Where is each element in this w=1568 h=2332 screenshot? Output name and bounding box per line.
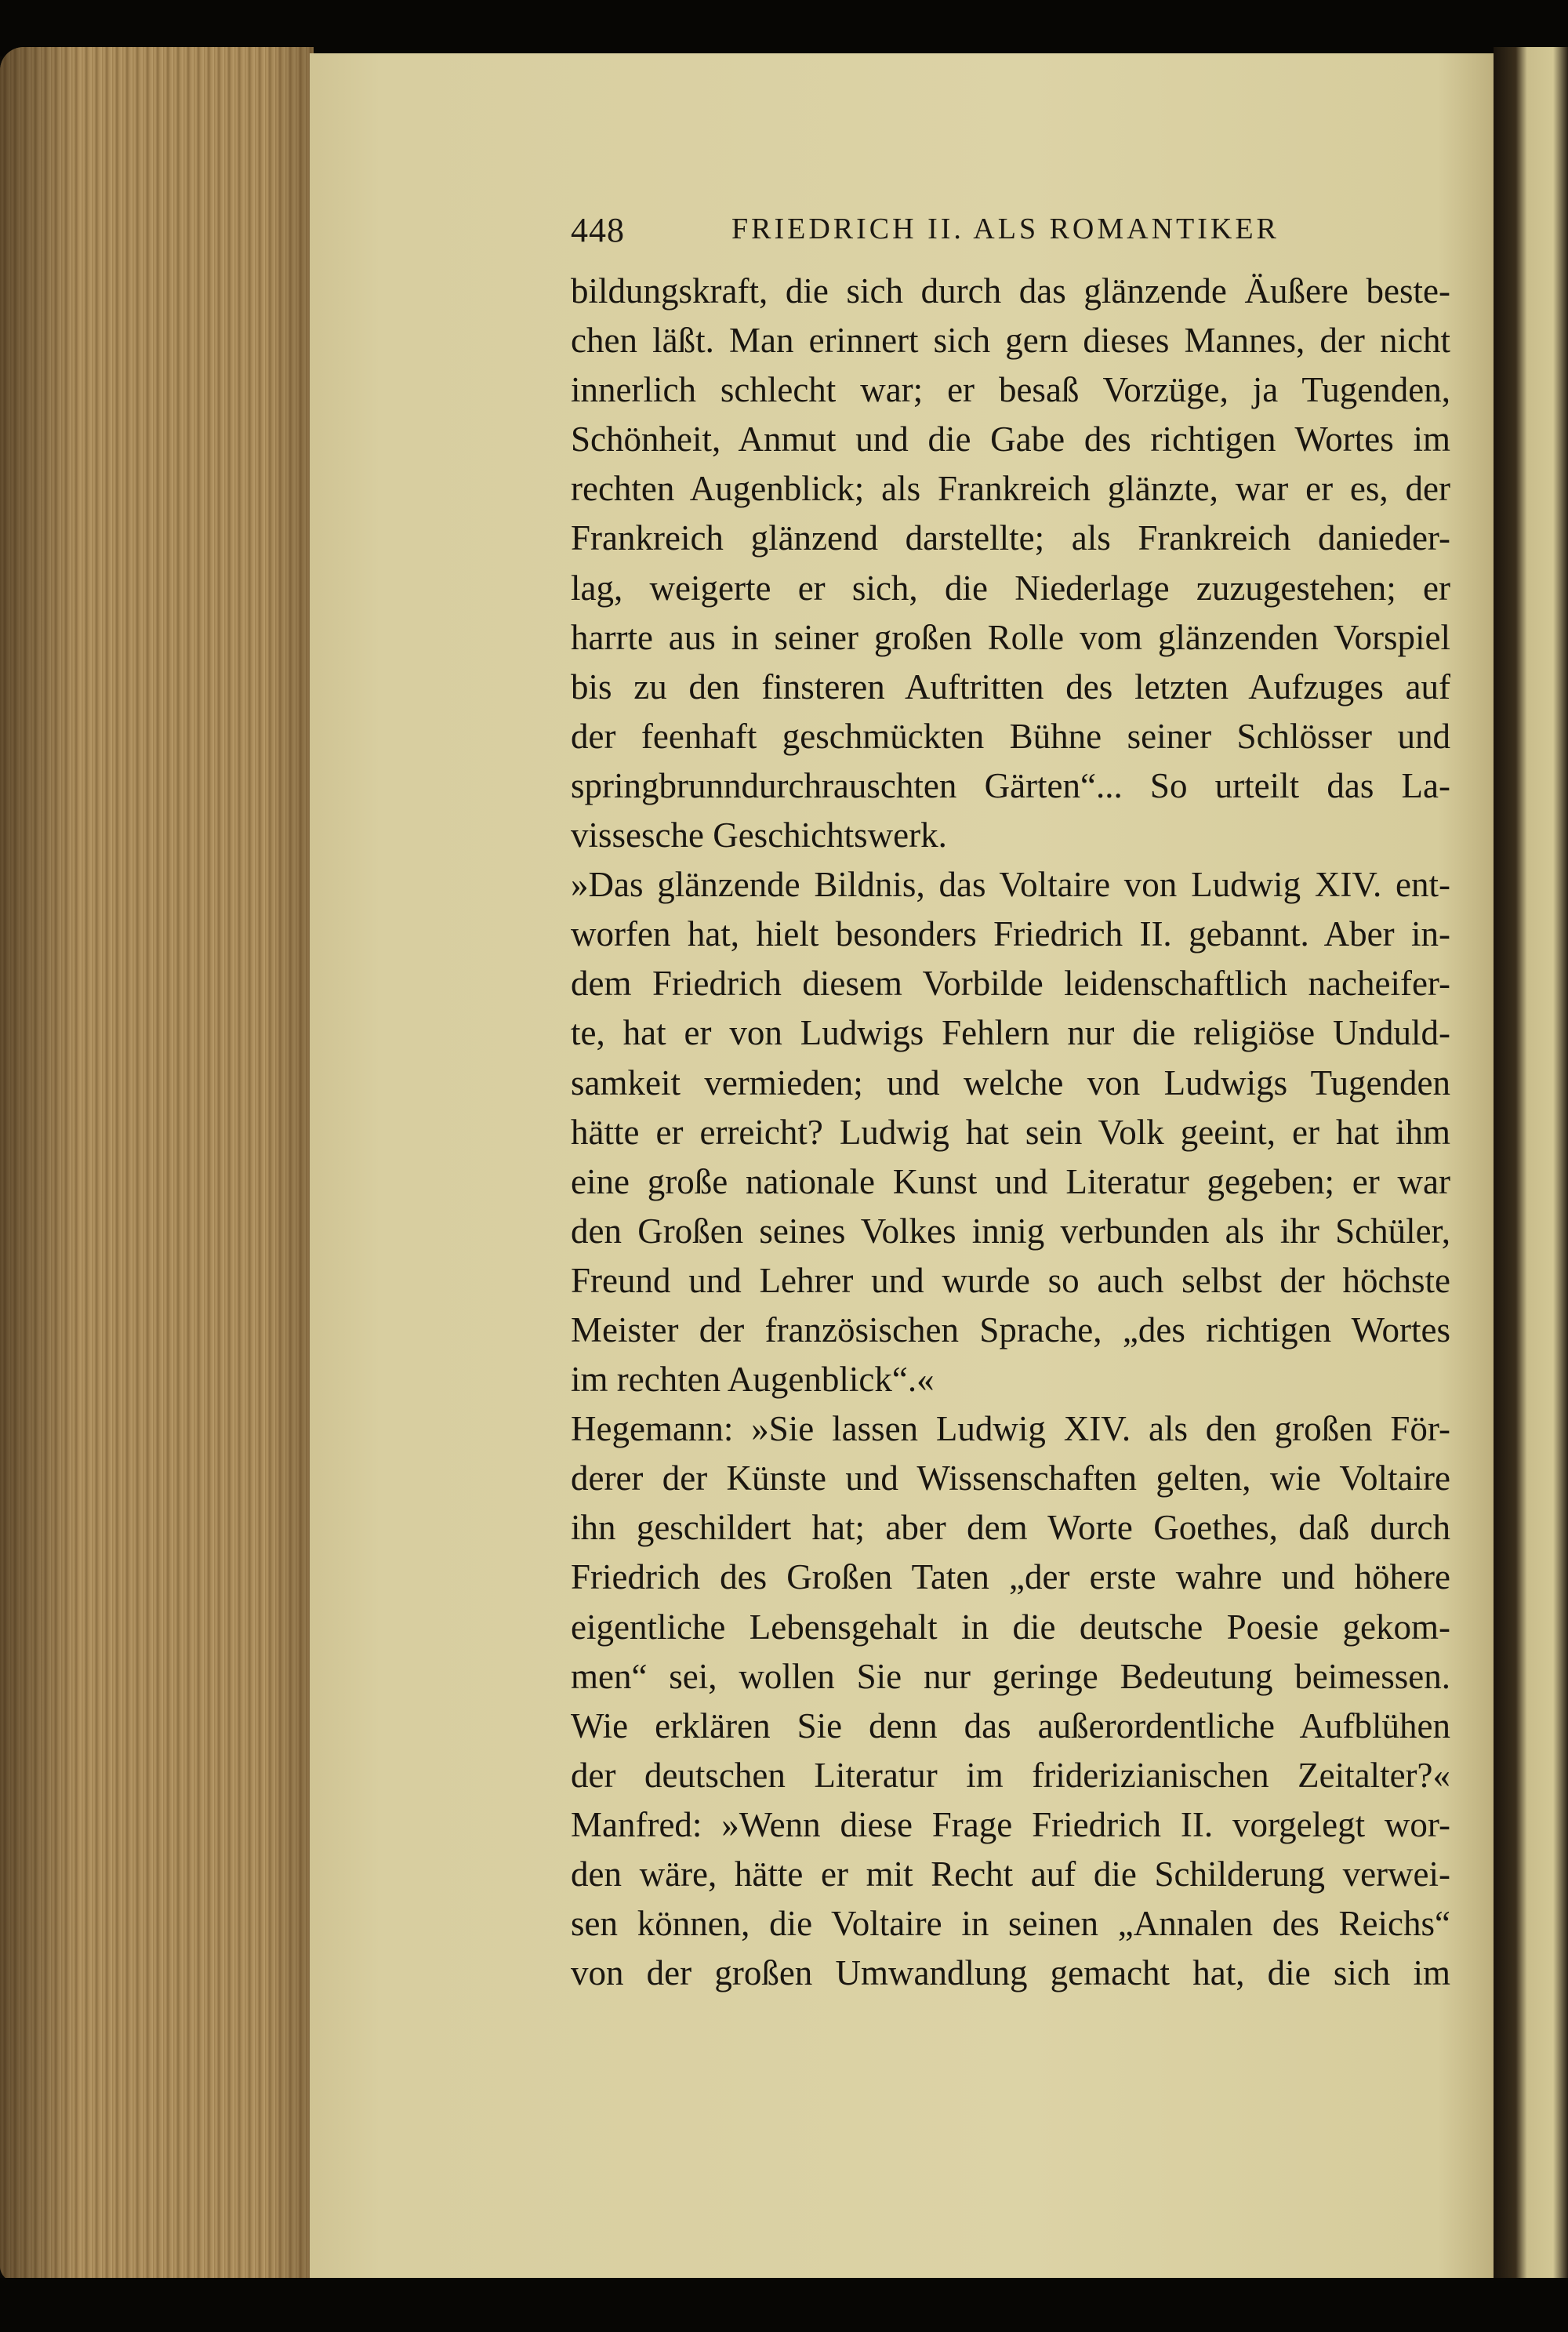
text-line: Meister der französischen Sprache, „des richtigen Wortes	[571, 1309, 1450, 1349]
text-line: harrte aus in seiner großen Rolle vom glänzenden Vorspiel	[571, 617, 1450, 657]
text-line: sen können, die Voltaire in seinen „Annalen des Reichs“	[571, 1904, 1450, 1944]
text-line: men“ sei, wollen Sie nur geringe Bedeutung beimessen.	[571, 1656, 1450, 1696]
text-line: Friedrich des Großen Taten „der erste wahre und höhere	[571, 1557, 1450, 1597]
text-line: rechten Augenblick; als Frankreich glänzte, war er es, der	[571, 469, 1450, 509]
text-line: von der großen Umwandlung gemacht hat, die sich im	[571, 1953, 1450, 1993]
text-line: te, hat er von Ludwigs Fehlern nur die religiöse Unduld-	[571, 1013, 1450, 1053]
text-line: »Das glänzende Bildnis, das Voltaire von Ludwig XIV. ent-	[571, 865, 1450, 905]
text-line: lag, weigerte er sich, die Niederlage zuzugestehen; er	[571, 568, 1450, 608]
text-line: eigentliche Lebensgehalt in die deutsche Poesie gekom-	[571, 1607, 1450, 1647]
running-title: FRIEDRICH II. ALS ROMANTIKER	[731, 212, 1279, 245]
text-line: samkeit vermieden; und welche von Ludwigs Tugenden	[571, 1062, 1450, 1102]
text-line: bis zu den finsteren Auftritten des letzten Aufzuges auf	[571, 667, 1450, 707]
text-line: Wie erklären Sie denn das außerordentliche Aufblühen	[571, 1705, 1450, 1745]
text-line: Hegemann: »Sie lassen Ludwig XIV. als den großen För-	[571, 1409, 1450, 1449]
text-line: Frankreich glänzend darstellte; als Frankreich danieder-	[571, 518, 1450, 558]
text-line: chen läßt. Man erinnert sich gern dieses Mannes, der nicht	[571, 321, 1450, 361]
text-line: bildungskraft, die sich durch das glänzende Äußere beste-	[571, 271, 1450, 311]
facing-page-edge	[1494, 47, 1568, 2290]
text-line: der feenhaft geschmückten Bühne seiner Schlösser und	[571, 716, 1450, 756]
text-line: innerlich schlecht war; er besaß Vorzüge, ja Tugenden,	[571, 370, 1450, 410]
body-text	[571, 267, 1450, 1998]
text-line: springbrunndurchrauschten Gärten“... So urteilt das La-	[571, 765, 1450, 805]
running-header	[571, 210, 1355, 257]
scan-bottom-border	[0, 2278, 1568, 2332]
page-number: 448	[571, 211, 625, 249]
text-line: dem Friedrich diesem Vorbilde leidenschaftlich nacheifer-	[571, 964, 1450, 1004]
text-line: im rechten Augenblick“.«	[571, 1360, 935, 1400]
text-line: der deutschen Literatur im friderizianischen Zeitalter?«	[571, 1755, 1450, 1795]
text-line: Freund und Lehrer und wurde so auch selbst der höchste	[571, 1260, 1450, 1300]
text-line: den Großen seines Volkes innig verbunden als ihr Schüler,	[571, 1211, 1450, 1251]
text-line: Schönheit, Anmut und die Gabe des richtigen Wortes im	[571, 420, 1450, 459]
book-page-edges	[0, 47, 314, 2282]
text-line: ihn geschildert hat; aber dem Worte Goethes, daß durch	[571, 1508, 1450, 1548]
text-line: Manfred: »Wenn diese Frage Friedrich II. vorgelegt wor-	[571, 1804, 1450, 1844]
text-line: derer der Künste und Wissenschaften gelten, wie Voltaire	[571, 1458, 1450, 1498]
text-line: worfen hat, hielt besonders Friedrich II. gebannt. Aber in-	[571, 914, 1450, 954]
text-line: den wäre, hätte er mit Recht auf die Schilderung verwei-	[571, 1854, 1450, 1894]
text-line: hätte er erreicht? Ludwig hat sein Volk geeint, er hat ihm	[571, 1112, 1450, 1152]
text-line: eine große nationale Kunst und Literatur gegeben; er war	[571, 1161, 1450, 1201]
text-line: vissesche Geschichtswerk.	[571, 815, 947, 855]
